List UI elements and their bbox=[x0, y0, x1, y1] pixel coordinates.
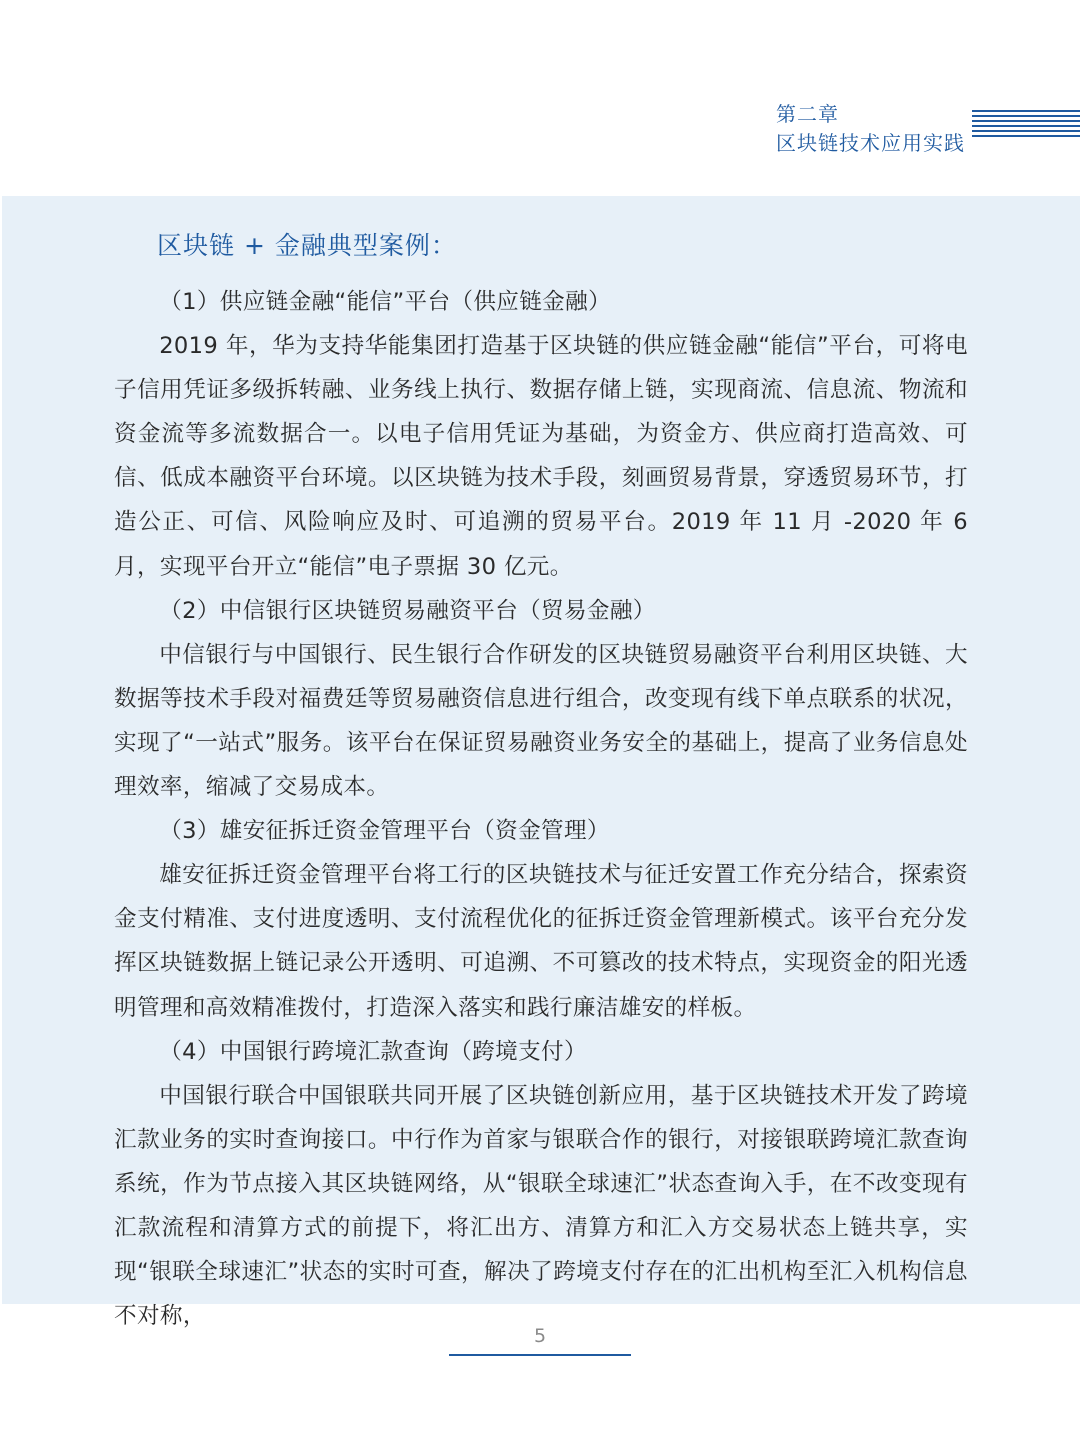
page-header bbox=[0, 0, 1080, 196]
page-number: 5 bbox=[533, 1325, 547, 1347]
case-title-4: （4）中国银行跨境汇款查询（跨境支付） bbox=[159, 1038, 587, 1065]
case-title-1: （1）供应链金融“能信”平台（供应链金融） bbox=[159, 289, 612, 315]
case-body-2: 中信银行与中国银行、民生银行合作研发的区块链贸易融资平台利用区块链、大数据等技术手段对福费廷等贸易融资信息进行组合，改变现有线下单点联系的状况，实现了“一站式”服务。该平台在保证贸易融资业务安全的基础上，提高了业务信息处理效率，缩减了交易成本。 bbox=[114, 641, 968, 801]
footer-divider bbox=[449, 1354, 631, 1356]
case-title-2: （2）中信银行区块链贸易融资平台（贸易金融） bbox=[159, 597, 656, 624]
case-list bbox=[114, 280, 968, 1338]
header-decorative-lines bbox=[972, 110, 1080, 142]
chapter-title: 区块链技术应用实践 bbox=[776, 131, 965, 155]
case-body-1: 2019 年，华为支持华能集团打造基于区块链的供应链金融“能信”平台，可将电子信用凭证多级拆转融、业务线上执行、数据存储上链，实现商流、信息流、物流和资金流等多流数据合一。以电子信用凭证为基础，为资金方、供应商打造高效、可信、低成本融资平台环境。以区块链为技术手段，刻画贸易背景，穿透贸易环节，打造公正、可信、风险响应及时、可追溯的贸易平台。2019 年 11 月 -2020 年 6 月，实现平台开立“能信”电子票据 30 亿元。 bbox=[114, 333, 968, 580]
case-body-3: 雄安征拆迁资金管理平台将工行的区块链技术与征迁安置工作充分结合，探索资金支付精准、支付进度透明、支付流程优化的征拆迁资金管理新模式。该平台充分发挥区块链数据上链记录公开透明、可追溯、不可篡改的技术特点，实现资金的阳光透明管理和高效精准拨付，打造深入落实和践行廉洁雄安的样板。 bbox=[114, 862, 968, 1021]
case-body-4: 中国银行联合中国银联共同开展了区块链创新应用，基于区块链技术开发了跨境汇款业务的实时查询接口。中行作为首家与银联合作的银行，对接银联跨境汇款查询系统，作为节点接入其区块链网络，从“银联全球速汇”状态查询入手，在不改变现有汇款流程和清算方式的前提下，将汇出方、清算方和汇入方交易状态上链共享，实现“银联全球速汇”状态的实时可查，解决了跨境支付存在的汇出机构至汇入机构信息不对称， bbox=[114, 1082, 968, 1330]
chapter-number: 第二章 bbox=[776, 102, 839, 126]
section-heading: 区块链 + 金融典型案例： bbox=[157, 231, 457, 260]
case-title-3: （3）雄安征拆迁资金管理平台（资金管理） bbox=[159, 818, 610, 845]
